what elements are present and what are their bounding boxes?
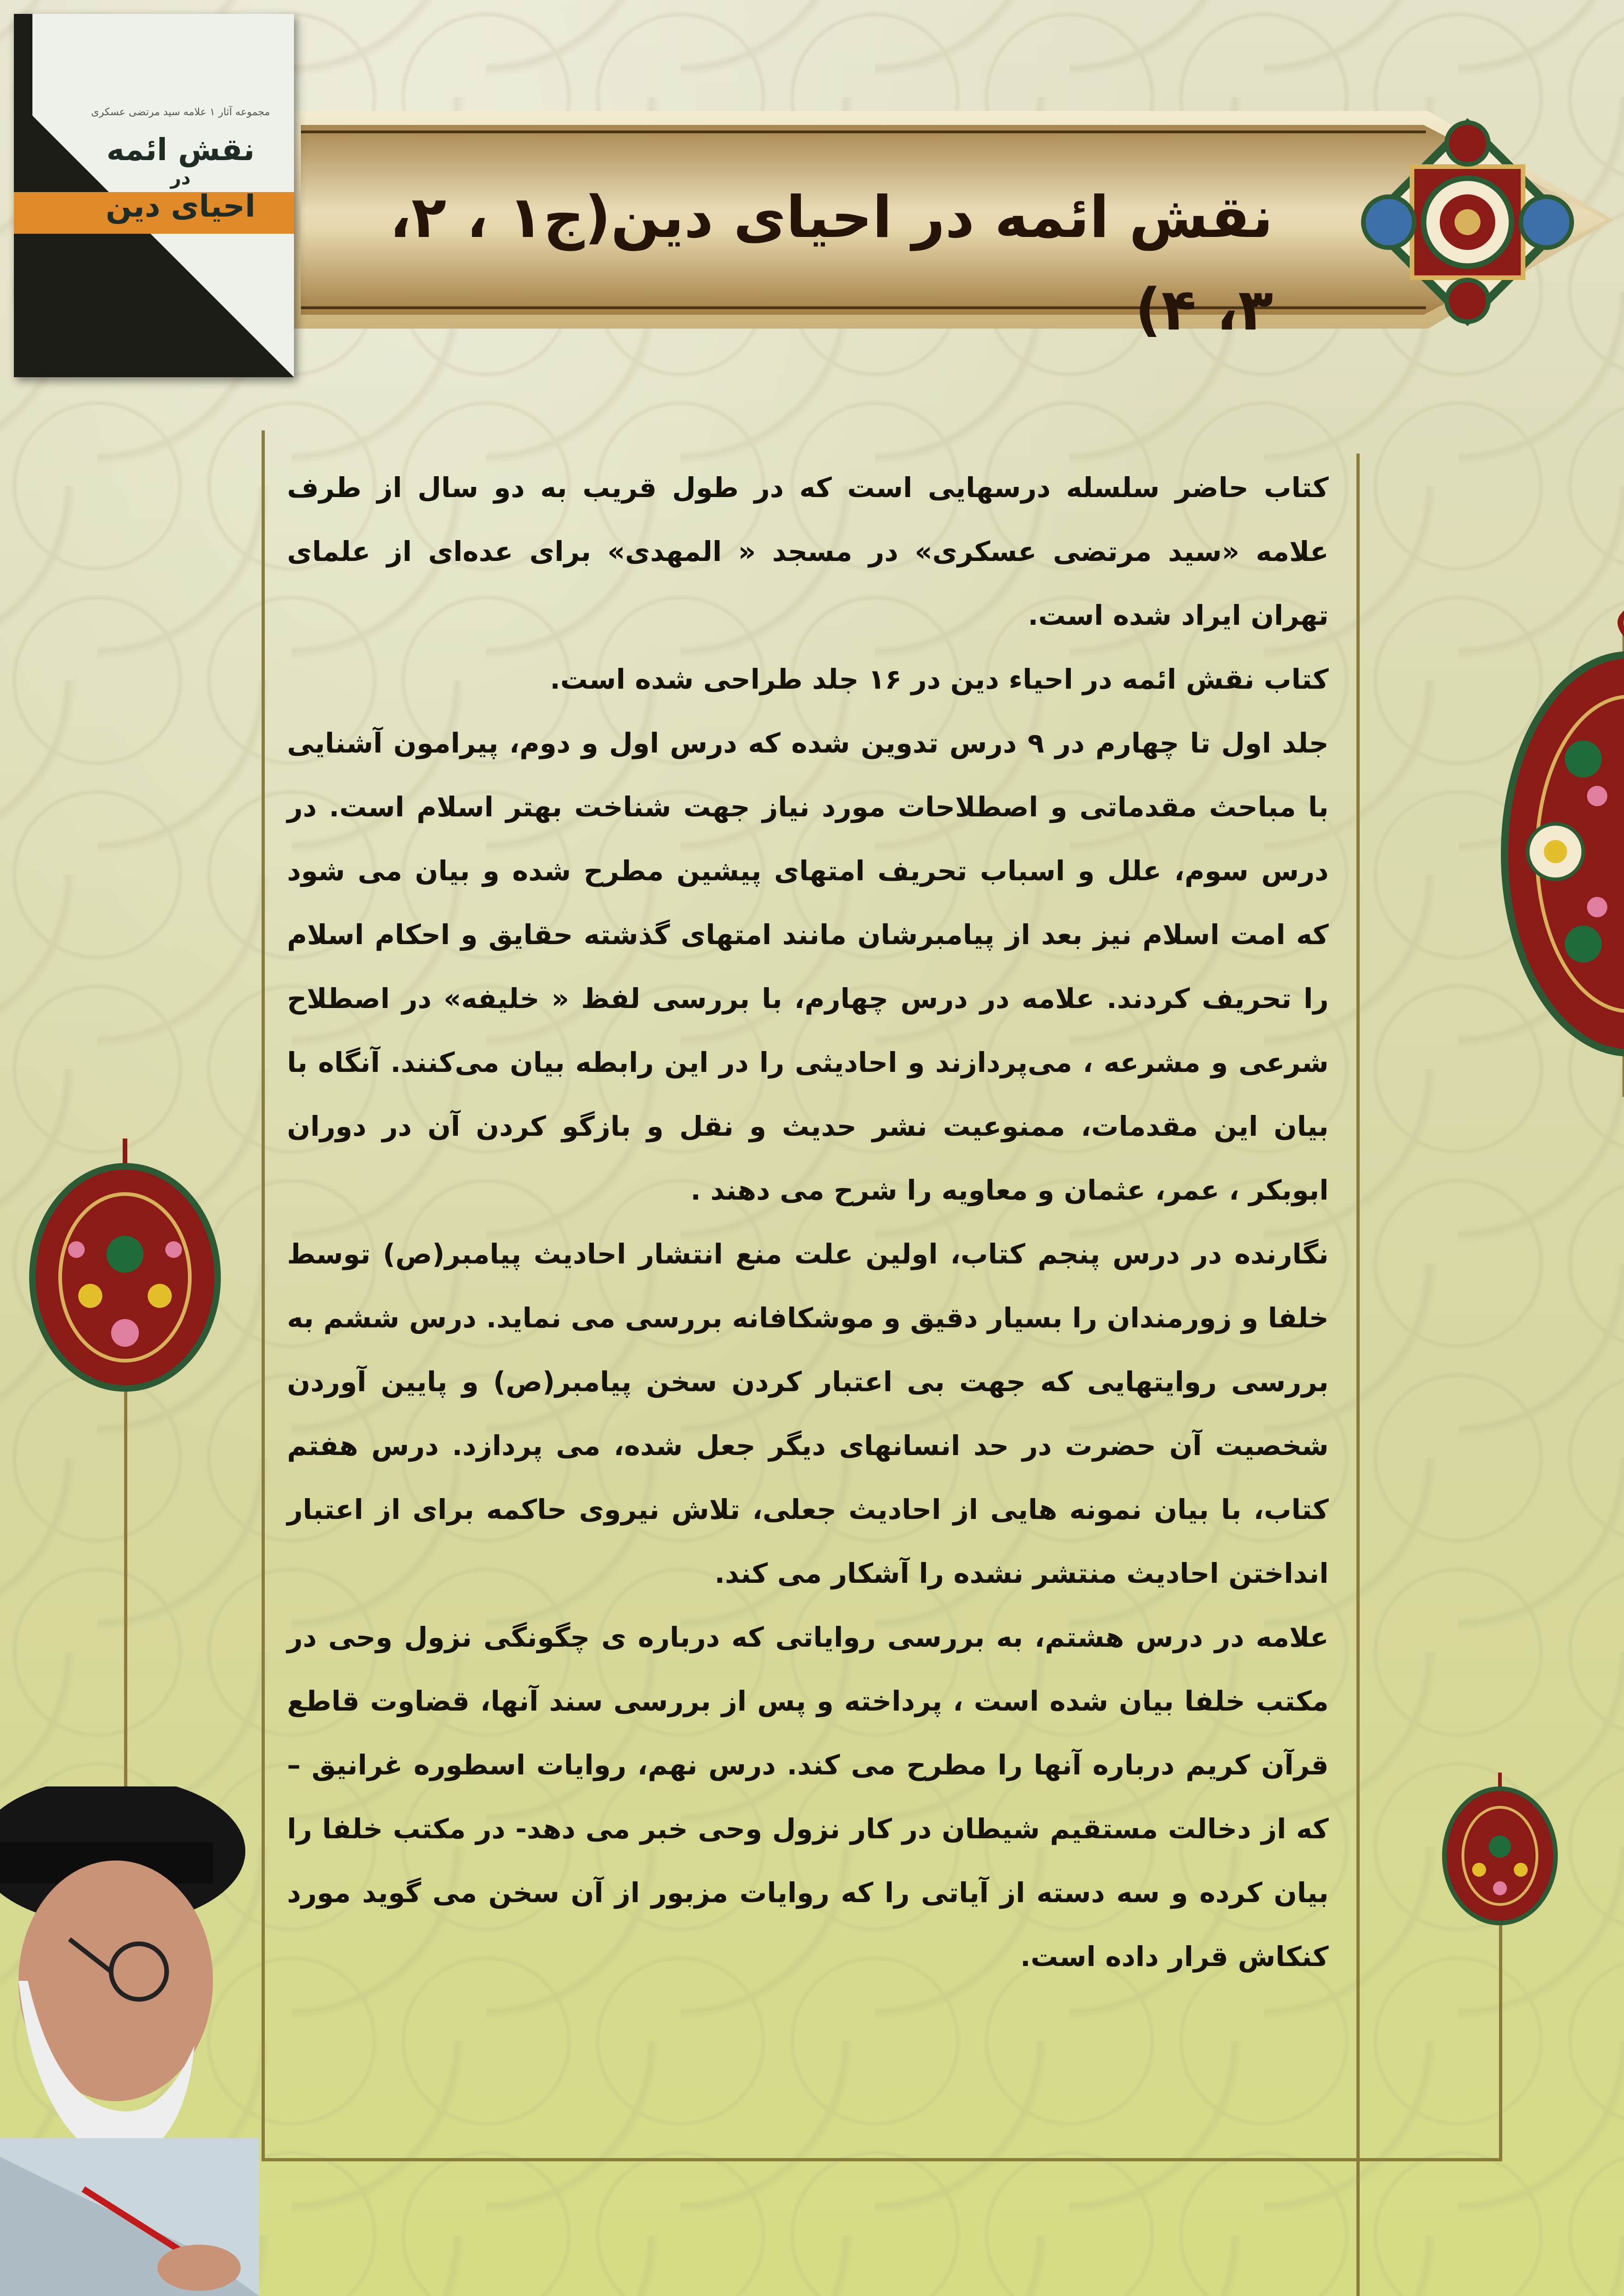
frame-line-left bbox=[1356, 454, 1360, 2296]
frame-line-right bbox=[1499, 1898, 1502, 2161]
article-body bbox=[287, 456, 1329, 1989]
floral-medallion-ornament bbox=[1440, 1773, 1560, 1925]
paragraph-intro: کتاب حاضر سلسله درسهایی است که در طول قریب به دو سال از طرف علامه «سید مرتضی عسکری» در مسجد « المهدی» برای عده‌ای از علمای تهران ایراد شده است. bbox=[287, 472, 1329, 631]
frame-line-bottom bbox=[262, 2158, 1502, 2161]
book-series-label: مجموعه آثار ۱ علامه سید مرتضی عسکری bbox=[91, 106, 270, 118]
paragraph-lessons-8-9: علامه در درس هشتم، به بررسی روایاتی که درباره ی چگونگی نزول وحی در مکتب خلفا بیان شده است ، پرداخته و پس از بررسی سند آنها، قضاوت قاطع قرآن کریم درباره آنها را مطرح می کند. درس نهم، روایات اسطوره غرانیق – که از دخالت مستقیم شیطان در کار نزول وحی خبر می دهد- در مکتب خلفا را بیان کرده و سه دسته از آیاتی را که روایات مزبور از آن سخن می گوید مورد کنکاش قرار داده است. bbox=[287, 1621, 1329, 1972]
banner-top-line bbox=[301, 131, 1426, 133]
paragraph-lessons-1-4: جلد اول تا چهارم در ۹ درس تدوین شده که درس اول و دوم، پیرامون آشنایی با مباحث مقدماتی و اصطلاحات مورد نیاز جهت شناخت بهتر اسلام است. در درس سوم، علل و اسباب تحریف امتهای پیشین مطرح شده و بیان می شود که امت اسلام نیز بعد از پیامبرشان مانند امتهای گذشته حقایق و احکام اسلام را تحریف کردند. علامه در درس چهارم، با بررسی لفظ « خلیفه» در اصطلاح شرعی و مشرعه ، می‌پردازند و احادیثی را در این رابطه بیان می‌کنند. آنگاه با بیان این مقدمات، ممنوعیت نشر حدیث و نقل و بازگو کردن آن در دوران ابوبکر ، عمر، عثمان و معاویه را شرح می دهند . bbox=[287, 727, 1329, 1206]
frame-line-far-left bbox=[262, 430, 265, 2161]
page-title: نقش ائمه در احیای دین(ج۱ ، ۲، ۳، ۴) bbox=[389, 184, 1273, 343]
book-cover-image bbox=[14, 14, 294, 377]
scholar-portrait-image bbox=[0, 1786, 259, 2296]
floral-medallion-ornament bbox=[1444, 611, 1624, 1097]
ornament-stem-left bbox=[124, 1388, 127, 1851]
title-knot-ornament bbox=[1315, 118, 1620, 326]
floral-medallion-ornament bbox=[25, 1139, 225, 1398]
paragraph-lessons-5-7: نگارنده در درس پنجم کتاب، اولین علت منع انتشار احادیث پیامبر(ص) توسط خلفا و زورمندان را بسیار دقیق و موشکافانه بررسی می نماید. درس ششم به بررسی روایتهایی که جهت بی اعتبار کردن سخن پیامبر(ص) و پایین آوردن شخصیت آن حضرت در حد انسانهای دیگر جعل شده، می پردازد. درس هفتم کتاب، با بیان نمونه هایی از احادیث جعلی، تلاش نیروی حاکمه برای از اعتبار انداختن احادیث منتشر نشده را آشکار می کند. bbox=[287, 1238, 1329, 1589]
book-title-line1: نقش ائمه bbox=[106, 132, 255, 168]
paragraph-volumes: کتاب نقش ائمه در احیاء دین در ۱۶ جلد طراحی شده است. bbox=[550, 663, 1329, 695]
book-title-line3: احیای دین bbox=[106, 188, 256, 224]
book-title-line2: در bbox=[170, 168, 191, 189]
book-title bbox=[74, 132, 287, 224]
